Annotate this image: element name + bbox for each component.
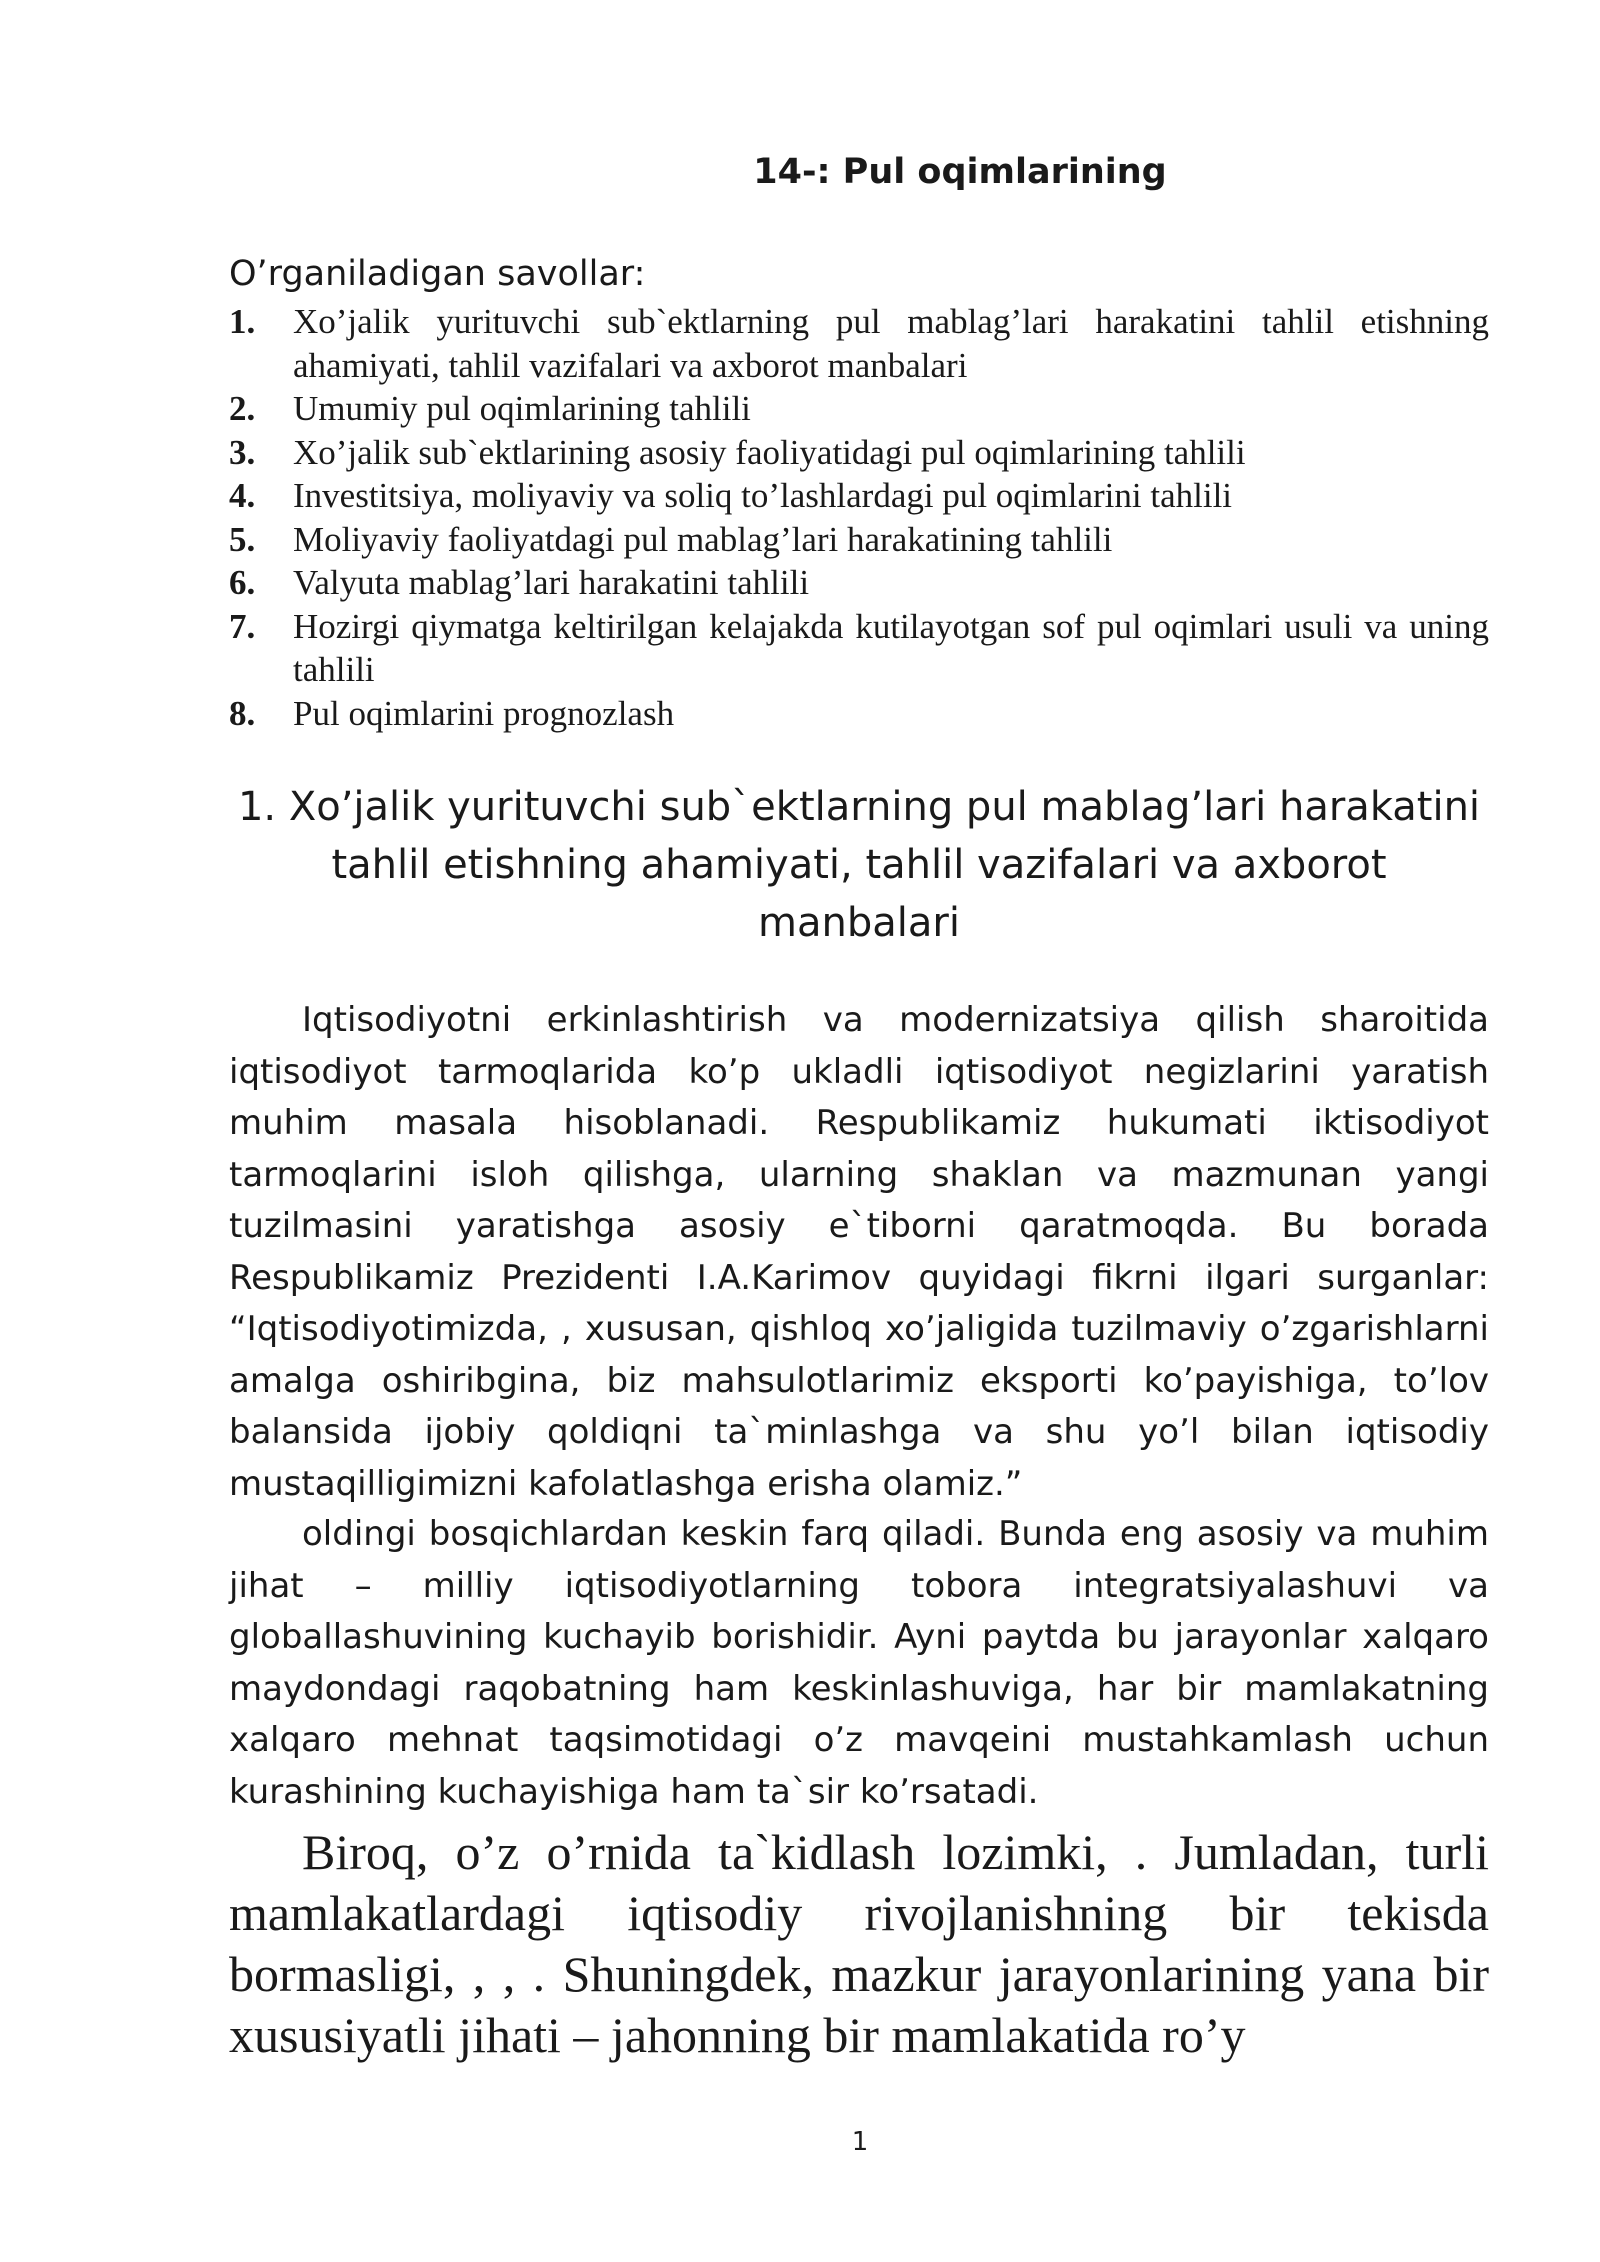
list-item-number: 2. [229, 389, 256, 428]
list-item-text: Xo’jalik sub`ektlarining asosiy faoliyatidagi pul oqimlarining tahlili [293, 432, 1246, 472]
list-item-text: Umumiy pul oqimlarining tahlili [293, 389, 751, 428]
list-item-number: 8. [229, 693, 256, 733]
list-item-number: 4. [229, 476, 256, 515]
body-paragraph: Iqtisodiyotni erkinlashtirish va modernizatsiya qilish sharoitida iqtisodiyot tarmoqlarida ko’p ukladli iqtisodiyot negizlarini yaratish muhim masala hisoblanadi. Respublikamiz hukumati iktisodiyot tarmoqlarini isloh qilishga, ularning shaklan va mazmunan yangi tuzilmasini yaratishga asosiy e`tiborni qaratmoqda. Bu borada Respublikamiz Prezidenti I.A.Karimov quyidagi fikrni ilgari surganlar: “Iqtisodiyotimizda, , xususan, qishloq xo’jaligida tuzilmaviy o’zgarishlarni amalga oshiribgina, biz mahsulotlarimiz eksporti ko’payishiga, to’lov balansida ijobiy qoldiqni ta`minlashga va shu yo’l bilan iqtisodiy mustaqilligimizni kafolatlashga erisha olamiz.” [229, 1000, 1489, 1504]
list-item-number: 1. [229, 302, 256, 341]
list-item-number: 7. [229, 606, 256, 646]
body-paragraph: Biroq, o’z o’rnida ta`kidlash lozimki, . Jumladan, turli mamlakatlardagi iqtisodiy rivojlanishning bir tekisda bormasligi, , , . Shuningdek, mazkur jarayonlarining yana bir xususiyatli jihati – jahonning bir mamlakatida ro’y [229, 1824, 1489, 2063]
list-item-text: Moliyaviy faoliyatdagi pul mablag’lari harakatining tahlili [293, 519, 1113, 559]
questions-heading: O’rganiladigan savollar: [229, 254, 646, 294]
list-item [229, 518, 1489, 562]
list-item-text: Valyuta mablag’lari harakatini tahlili [293, 563, 810, 602]
list-item-text: Investitsiya, moliyaviy va soliq to’lashlardagi pul oqimlarini tahlili [293, 476, 1233, 515]
list-item [229, 605, 1489, 692]
list-item [229, 387, 1489, 431]
list-item [229, 300, 1489, 387]
page-number: 1 [851, 2127, 869, 2157]
list-item-text: Hozirgi qiymatga keltirilgan kelajakda kutilayotgan sof pul oqimlari usuli va uning tahlili [293, 606, 1489, 689]
list-item-number: 6. [229, 563, 256, 602]
body-paragraph: oldingi bosqichlardan keskin farq qiladi. Bunda eng asosiy va muhim jihat – milliy iqtisodiyotlarning tobora integratsiyalashuvi va globallashuvining kuchayib borishidir. Ayni paytda bu jarayonlar xalqaro maydondagi raqobatning ham keskinlashuviga, har bir mamlakatning xalqaro mehnat taqsimotidagi o’z mavqeini mustahkamlash uchun kurashining kuchayishiga ham ta`sir ko’rsatadi. [229, 1514, 1489, 1812]
list-item-number: 5. [229, 519, 256, 559]
list-item [229, 692, 1489, 736]
list-item-number: 3. [229, 432, 256, 472]
list-item [229, 561, 1489, 605]
list-item-text: Xo’jalik yurituvchi sub`ektlarning pul mablag’lari harakatini tahlil etishning ahamiyati, tahlil vazifalari va axborot manbalari [293, 302, 1489, 385]
list-item [229, 474, 1489, 518]
page-title: 14-: Pul oqimlarining [753, 152, 1167, 192]
questions-list [229, 300, 1489, 735]
list-item [229, 431, 1489, 475]
section-heading: 1. Xo’jalik yurituvchi sub`ektlarning pul mablag’lari harakatini tahlil etishning ahamiyati, tahlil vazifalari va axborot manbalari [237, 784, 1481, 946]
list-item-text: Pul oqimlarini prognozlash [293, 693, 675, 733]
